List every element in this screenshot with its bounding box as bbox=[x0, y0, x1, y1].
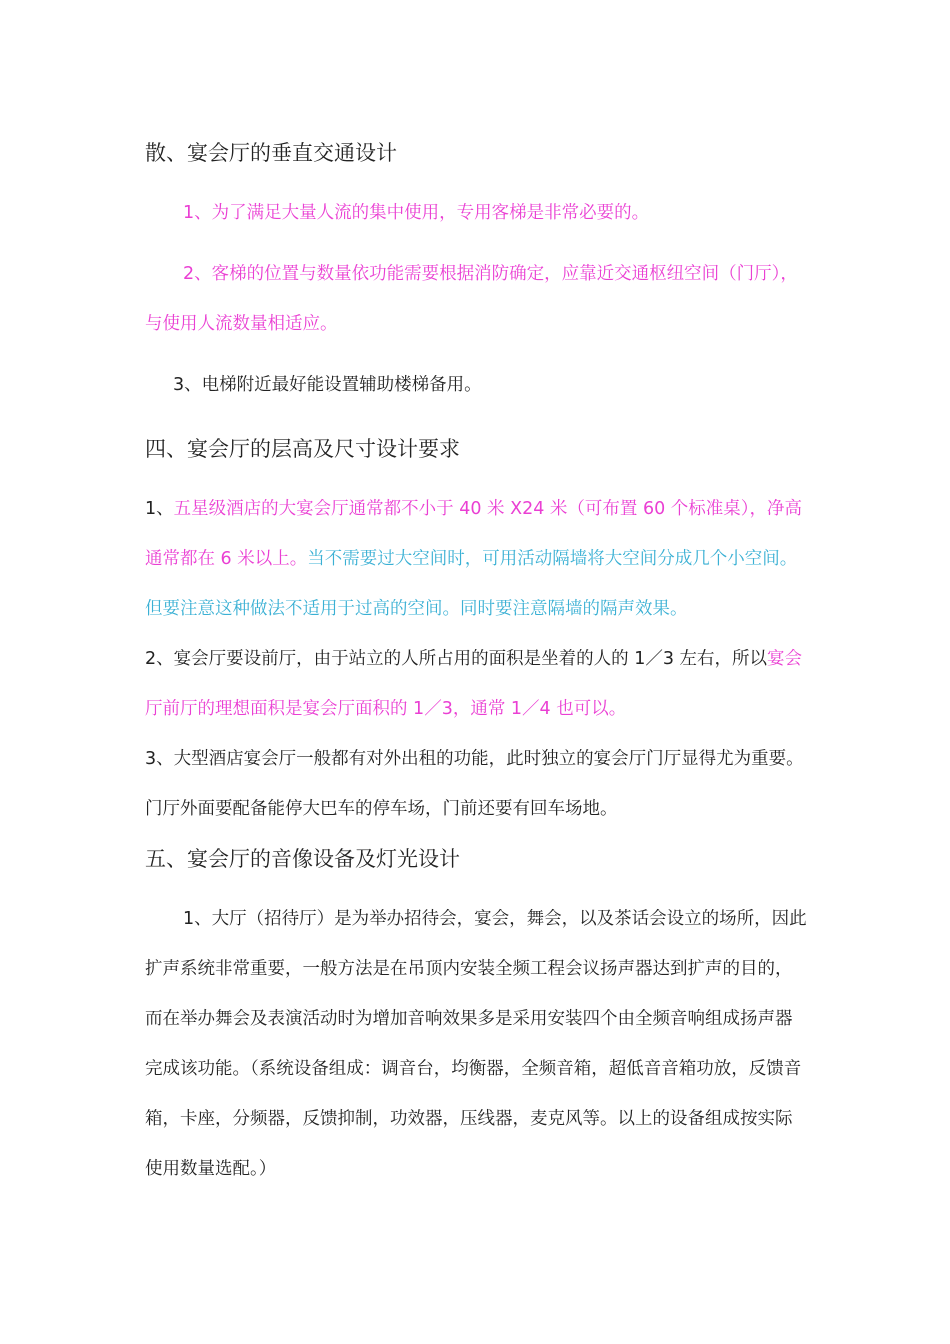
paragraph-elevator-location: 2、客梯的位置与数量依功能需要根据消防确定，应靠近交通枢纽空间（门厅），与使用人流数量相适应。 bbox=[145, 264, 798, 334]
paragraph-auxiliary-stairs: 3、电梯附近最好能设置辅助楼梯备用。 bbox=[173, 375, 482, 395]
paragraph-independent-entrance: 3、大型酒店宴会厅一般都有对外出租的功能，此时独立的宴会厅门厅显得尤为重要。门厅外面要配备能停大巴车的停车场，门前还要有回车场地。 bbox=[145, 749, 804, 819]
item-prefix: 1、 bbox=[145, 499, 174, 519]
partition-note: 当不需要过大空间时，可用活动隔墙将大空间分成几个小空间。但要注意这种做法不适用于过高的空间。同时要注意隔墙的隔声效果。 bbox=[145, 549, 798, 619]
section-heading-audio-lighting: 五、宴会厅的音像设备及灯光设计 bbox=[145, 847, 460, 871]
paragraph-foyer bbox=[145, 634, 807, 734]
paragraph-sound-system: 1、大厅（招待厅）是为举办招待会，宴会，舞会，以及茶话会设立的场所，因此扩声系统非常重要，一般方法是在吊顶内安装全频工程会议扬声器达到扩声的目的，而在举办舞会及表演活动时为增加音响效果多是采用安装四个由全频音响组成扬声器完成该功能。（系统设备组成：调音台，均衡器，全频音箱，超低音音箱功放，反馈音箱，卡座，分频器，反馈抑制，功效器，压线器，麦克风等。以上的设备组成按实际使用数量选配。） bbox=[145, 909, 807, 1179]
foyer-text: 2、宴会厅要设前厅，由于站立的人所占用的面积是坐着的人的 1／3 左右，所以 bbox=[145, 649, 768, 669]
hall-size-highlight: 五星级酒店的大宴会厅通常都不小于 40 米 X24 米（可布置 60 个标准桌），净高通常都在 6 米以上。 bbox=[145, 499, 803, 569]
paragraph-passenger-elevator: 1、为了满足大量人流的集中使用，专用客梯是非常必要的。 bbox=[183, 203, 650, 223]
section-heading-height-size: 四、宴会厅的层高及尺寸设计要求 bbox=[145, 437, 460, 461]
foyer-area-highlight: 宴会厅前厅的理想面积是宴会厅面积的 1／3，通常 1／4 也可以。 bbox=[145, 649, 803, 719]
paragraph-hall-size bbox=[145, 484, 807, 634]
section-heading-vertical-circulation: 散、宴会厅的垂直交通设计 bbox=[145, 141, 397, 165]
